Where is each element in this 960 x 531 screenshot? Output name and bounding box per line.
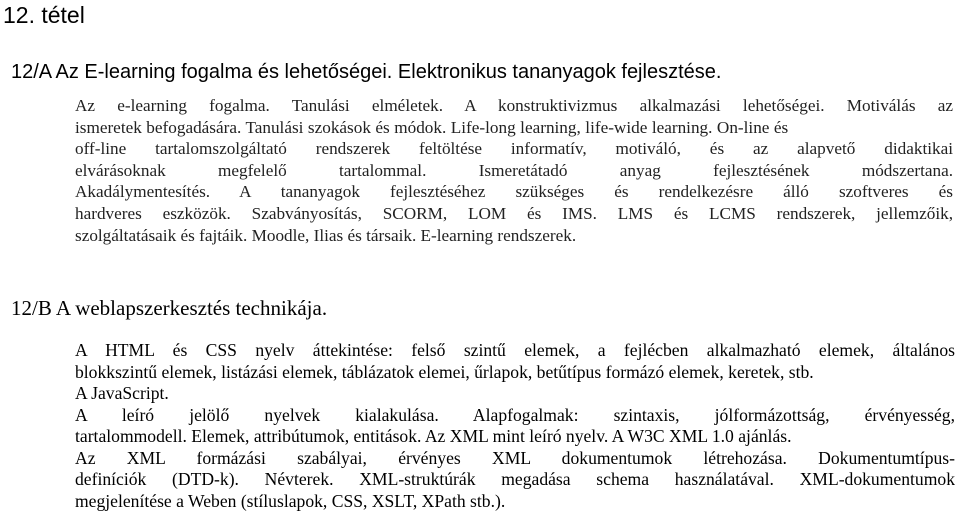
section-b-line: Az XML formázási szabályai, érvényes XML dokumentumok létrehozása. Dokumentumtípus-	[75, 447, 955, 468]
section-a-line: Akadálymentesítés. A tananyagok fejlesztéséhez szükséges és rendelkezésre álló szoftveres és	[75, 182, 953, 202]
section-a-line: elvárásoknak megfelelő tartalommal. Ismeretátadó anyag fejlesztésének módszertana.	[75, 160, 953, 180]
section-b-heading: 12/B A weblapszerkesztés technikája.	[11, 296, 328, 320]
page-title: 12. tétel	[3, 2, 85, 28]
section-b-line: tartalommodell. Elemek, attribútumok, entitások. Az XML mint leíró nyelv. A W3C XML 1.0 ajánlás.	[75, 426, 792, 446]
section-b-line: blokkszintű elemek, listázási elemek, táblázatok elemei, űrlapok, betűtípus formázó elemek, keretek, stb.	[75, 361, 814, 382]
section-a-heading: 12/A Az E-learning fogalma és lehetőségei. Elektronikus tananyagok fejlesztése.	[11, 61, 722, 83]
section-b-line: megjelenítése a Weben (stíluslapok, CSS, XSLT, XPath stb.).	[75, 490, 506, 511]
section-a-line: szolgáltatásaik és fajtáik. Moodle, Ilias és társaik. E-learning rendszerek.	[75, 225, 577, 245]
section-a-line: ismeretek befogadására. Tanulási szokások és módok. Life-long learning, life-wide learning. On-line és	[75, 117, 789, 137]
section-b-paragraph	[75, 340, 955, 512]
section-a-line: off-line tartalomszolgáltató rendszerek feltöltése informatív, motiváló, és az alapvető didaktikai	[75, 139, 953, 159]
section-b-line: definíciók (DTD-k). Névterek. XML-struktúrák megadása schema használatával. XML-dokumentumok	[75, 469, 955, 489]
section-b-line: A HTML és CSS nyelv áttekintése: felső szintű elemek, a fejlécben alkalmazható elemek, általános	[75, 340, 955, 360]
section-a-line: hardveres eszközök. Szabványosítás, SCORM, LOM és IMS. LMS és LCMS rendszerek, jellemzőik,	[75, 203, 953, 223]
section-b-line: A JavaScript.	[75, 383, 169, 403]
section-b-line: A leíró jelölő nyelvek kialakulása. Alapfogalmak: szintaxis, jólformázottság, érvényesség,	[75, 404, 955, 425]
section-a-paragraph	[75, 95, 953, 246]
section-a-line: Az e-learning fogalma. Tanulási elméletek. A konstruktivizmus alkalmazási lehetőségei. Motiválás az	[75, 96, 953, 115]
